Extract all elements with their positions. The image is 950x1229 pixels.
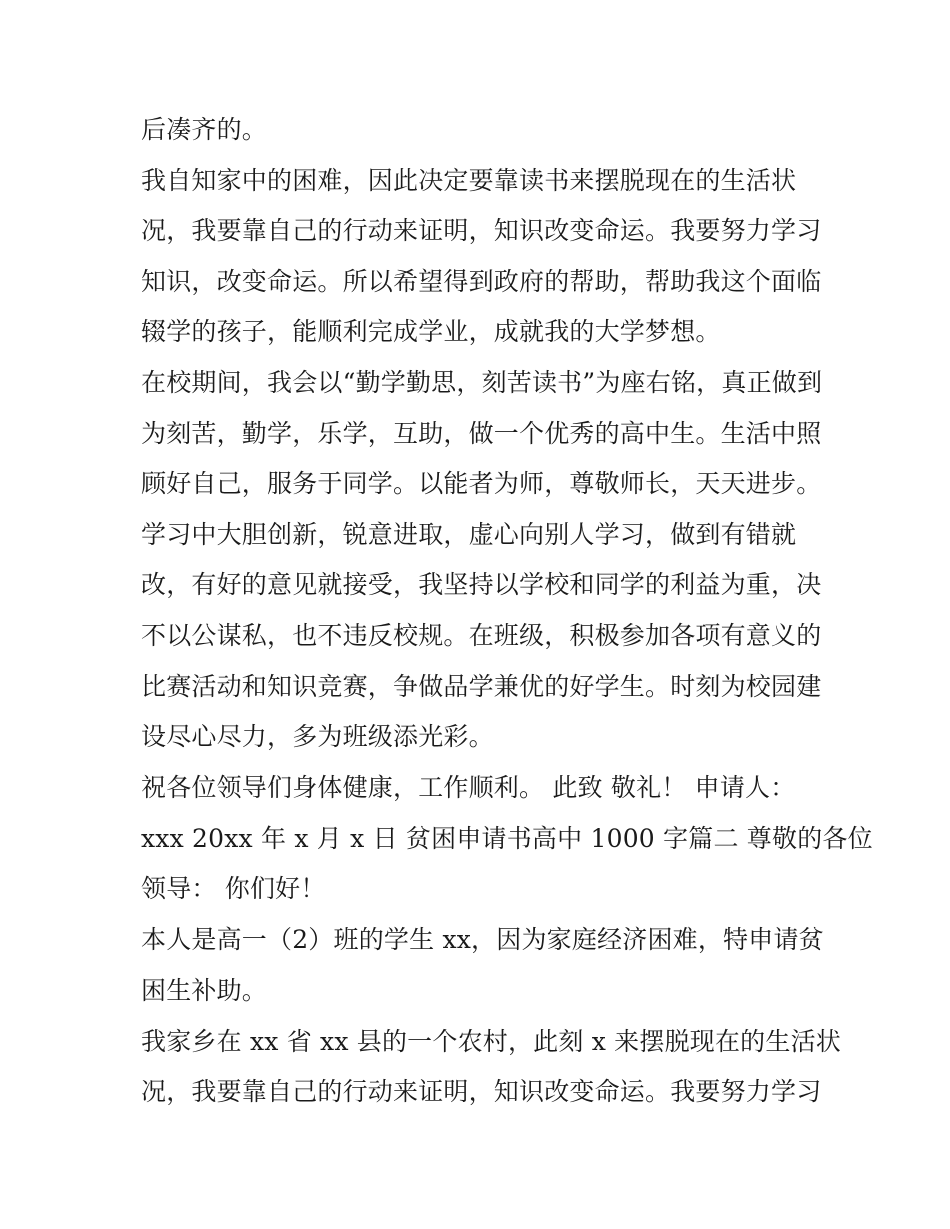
text-line: 祝各位领导们身体健康，工作顺利。 此致 敬礼！ 申请人： xyxy=(141,773,796,802)
text-line: 顾好自己，服务于同学。以能者为师，尊敬师长，天天进步。 xyxy=(141,469,822,498)
text-line: 知识，改变命运。所以希望得到政府的帮助，帮助我这个面临 xyxy=(141,267,822,296)
text-line: 为刻苦，勤学，乐学，互助，做一个优秀的高中生。生活中照 xyxy=(141,419,822,448)
text-line: 况，我要靠自己的行动来证明，知识改变命运。我要努力学习 xyxy=(141,1077,822,1106)
text-line: 领导： 你们好！ xyxy=(141,874,326,903)
text-line: 困生补助。 xyxy=(141,976,268,1005)
text-line: 我自知家中的困难，因此决定要靠读书来摆脱现在的生活状 xyxy=(141,166,797,195)
text-line: 后凑齐的。 xyxy=(141,115,268,144)
text-line: 我家乡在 xx 省 xx 县的一个农村，此刻 x 来摆脱现在的生活状 xyxy=(141,1027,841,1056)
text-line: xxx 20xx 年 x 月 x 日 贫困申请书高中 1000 字篇二 尊敬的各位 xyxy=(141,824,873,853)
text-line: 改，有好的意见就接受，我坚持以学校和同学的利益为重，决 xyxy=(141,570,822,599)
text-line: 辍学的孩子，能顺利完成学业，成就我的大学梦想。 xyxy=(141,317,721,346)
text-line: 学习中大胆创新，锐意进取，虚心向别人学习，做到有错就 xyxy=(141,520,797,549)
text-line: 在校期间，我会以“勤学勤思，刻苦读书”为座右铭，真正做到 xyxy=(141,368,823,397)
text-line: 况，我要靠自己的行动来证明，知识改变命运。我要努力学习 xyxy=(141,216,822,245)
text-line: 设尽心尽力，多为班级添光彩。 xyxy=(141,722,494,751)
text-line: 本人是高一（2）班的学生 xx，因为家庭经济困难，特申请贫 xyxy=(141,925,824,954)
text-line: 不以公谋私，也不违反校规。在班级，积极参加各项有意义的 xyxy=(141,621,822,650)
text-line: 比赛活动和知识竞赛，争做品学兼优的好学生。时刻为校园建 xyxy=(141,672,822,701)
